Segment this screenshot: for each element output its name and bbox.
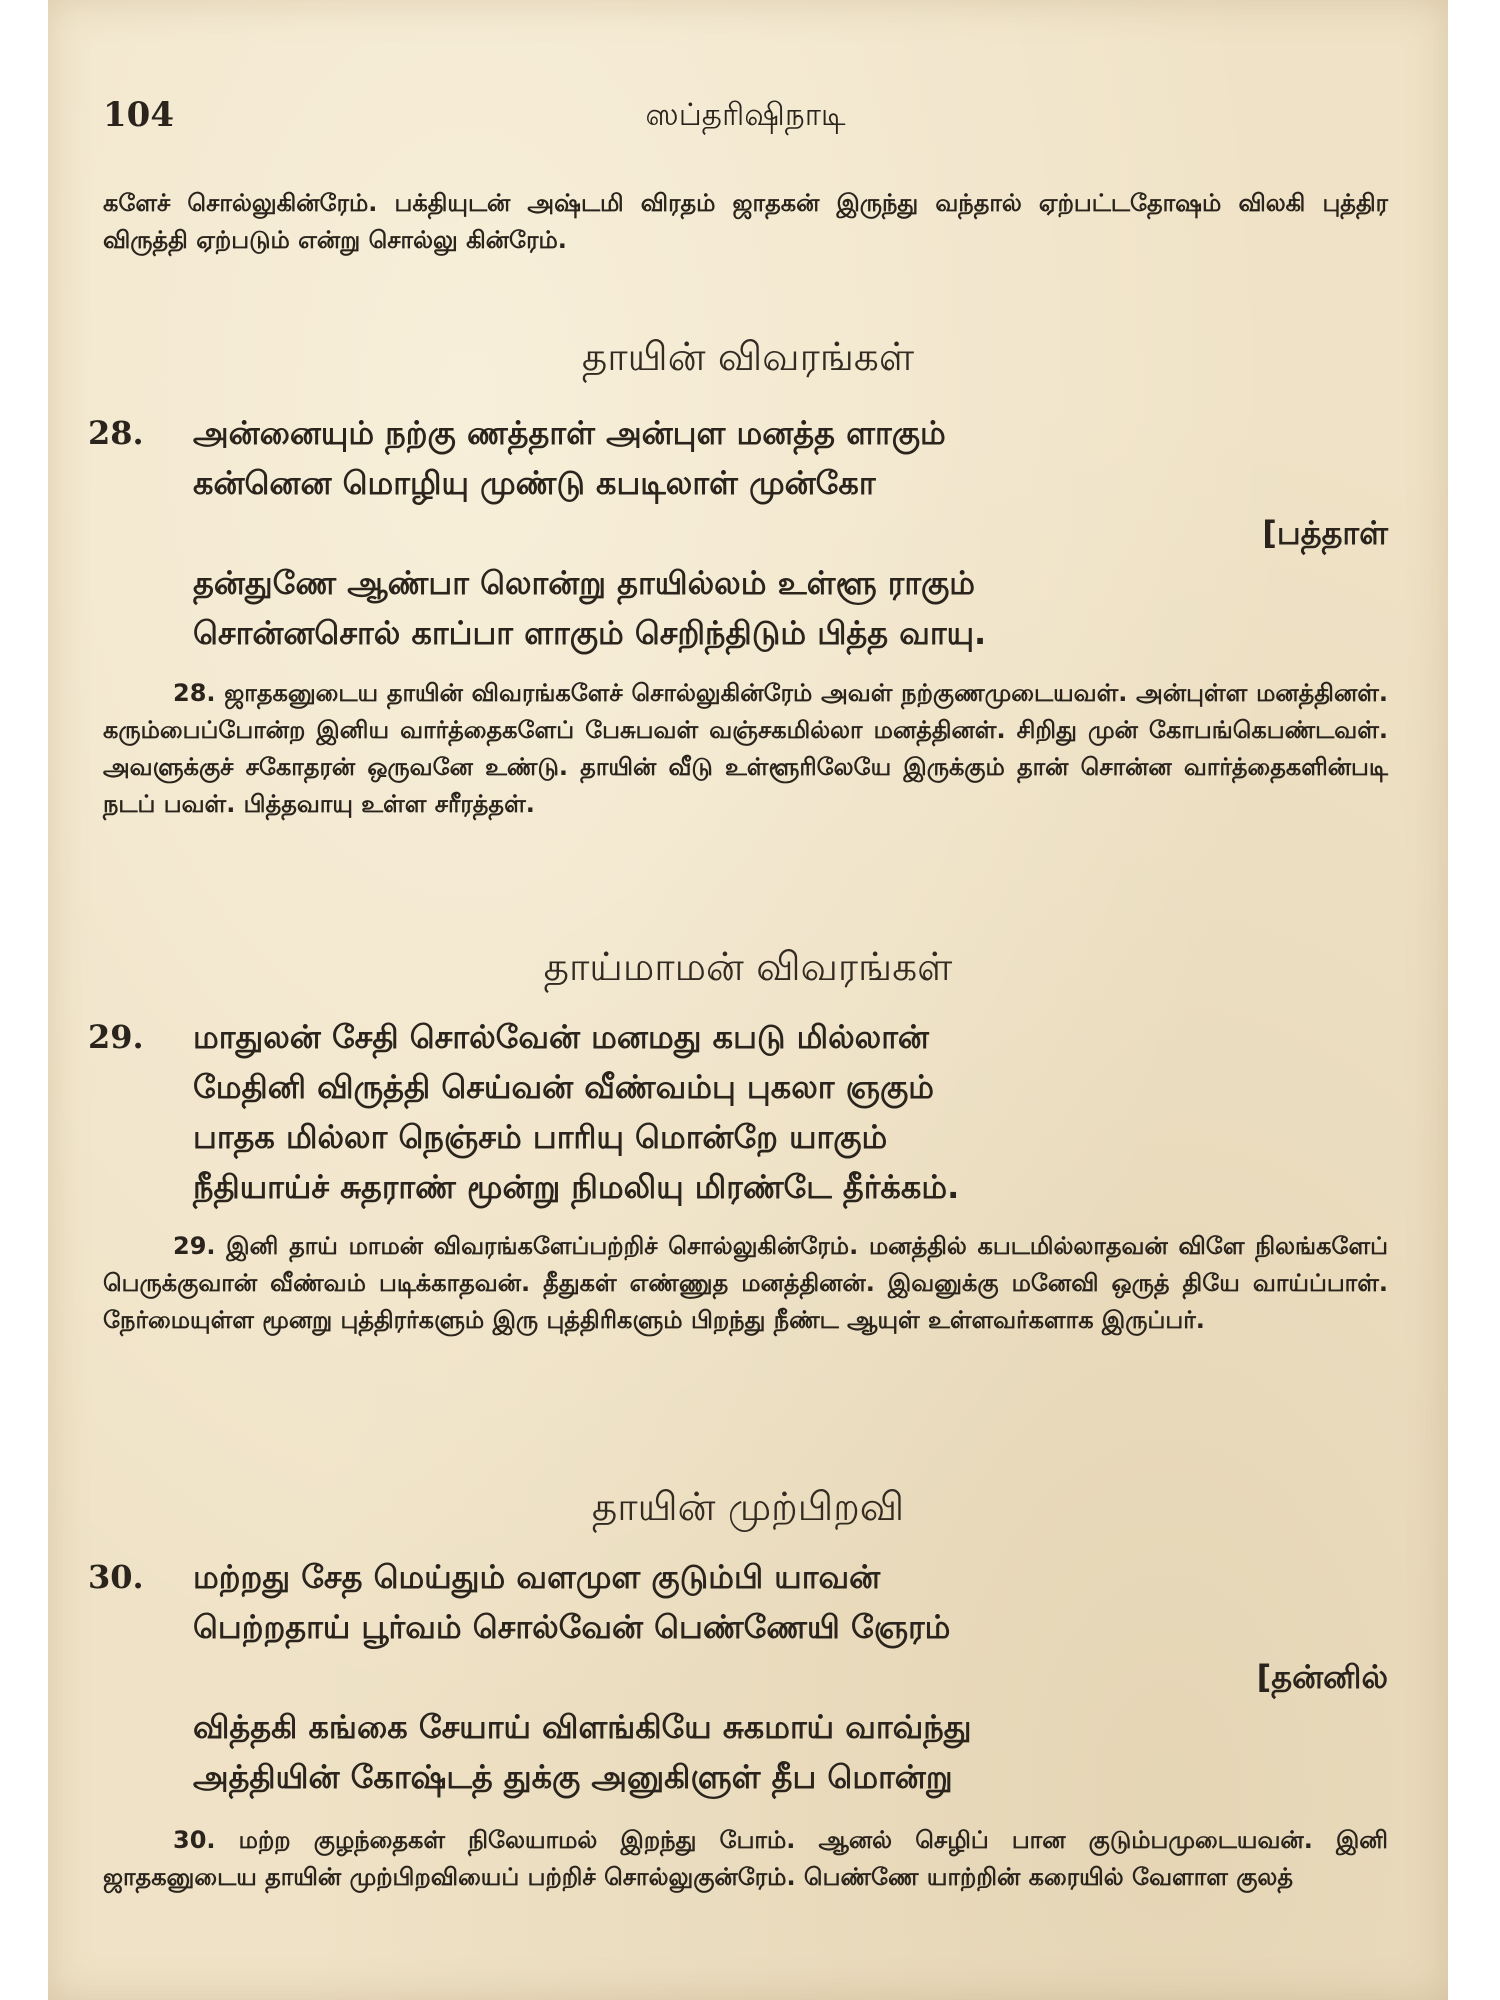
verse-line: மற்றது சேத மெய்தும் வளமுள குடும்பி யாவன் — [193, 1558, 881, 1596]
running-title: ஸப்தரிஷிநாடி — [645, 97, 846, 133]
verse-line: பெற்றதாய் பூர்வம் சொல்வேன் பெண்ணேயி ஞேரம் — [193, 1608, 951, 1646]
section-heading-mother: தாயின் விவரங்கள் — [581, 335, 915, 380]
verse-line: கன்னென மொழியு முண்டு கபடிலாள் முன்கோ — [193, 464, 876, 502]
verse-30 — [88, 1552, 1388, 1802]
commentary-text: 29. இனி தாய் மாமன் விவரங்களேப்பற்றிச் சொல்லுகின்ரேம். மனத்தில் கபடமில்லாதவன் விளே நிலங்களேப் பெருக்குவான் வீண்வம் படிக்காதவன். தீதுகள் எண்ணுத மனத்தினன். இவனுக்கு மனேவி ஒருத் தியே வாய்ப்பாள். நேர்மையுள்ள மூனறு புத்திரர்களும் இரு புத்திரிகளும் பிறந்து நீண்ட ஆயுள் உள்ளவர்களாக இருப்பர். — [103, 1232, 1388, 1334]
verse-28 — [88, 408, 1388, 658]
commentary-28 — [103, 675, 1388, 823]
page-number: 104 — [103, 95, 174, 135]
verse-line: அன்னையும் நற்கு ணத்தாள் அன்புள மனத்த ளாகும் — [193, 414, 946, 452]
verse-line-continuation: [தன்னில் — [1256, 1658, 1388, 1696]
verse-line: மாதுலன் சேதி சொல்வேன் மனமது கபடு மில்லான் — [193, 1018, 929, 1056]
verse-line: நீதியாய்ச் சுதராண் மூன்று நிமலியு மிரண்டே தீர்க்கம். — [193, 1168, 960, 1206]
verse-number: 28. — [88, 414, 144, 452]
verse-line: வித்தகி கங்கை சேயாய் விளங்கியே சுகமாய் வாவ்ந்து — [193, 1708, 972, 1746]
verse-line: பாதக மில்லா நெஞ்சம் பாரியு மொன்றே யாகும் — [193, 1118, 888, 1156]
verse-number: 29. — [88, 1018, 144, 1056]
commentary-text: 30. மற்ற குழந்தைகள் நிலேயாமல் இறந்து போம். ஆனல் செழிப் பான குடும்பமுடையவன். இனி ஜாதகனுடைய தாயின் முற்பிறவியைப் பற்றிச் சொல்லுகுன்ரேம். பெண்ணே யாற்றின் கரையில் வேளாள குலத் — [103, 1826, 1388, 1891]
intro-text: களேச் சொல்லுகின்ரேம். பக்தியுடன் அஷ்டமி விரதம் ஜாதகன் இருந்து வந்தால் ஏற்பட்டதோஷம் விலகி புத்திர விருத்தி ஏற்படும் என்று சொல்லு கின்ரேம். — [103, 189, 1389, 254]
page-header — [103, 95, 1388, 145]
section-heading-mother-previous-birth: தாயின் முற்பிறவி — [591, 1485, 905, 1530]
section-heading-maternal-uncle: தாய்மாமன் விவரங்கள் — [543, 945, 953, 990]
book-page — [48, 0, 1448, 2000]
commentary-29 — [103, 1228, 1388, 1339]
verse-line-continuation: [பத்தாள் — [1262, 514, 1388, 552]
verse-number: 30. — [88, 1558, 144, 1596]
verse-line: அத்தியின் கோஷ்டத் துக்கு அனுகிளுள் தீப மொன்று — [193, 1758, 953, 1796]
commentary-30 — [103, 1822, 1388, 1896]
intro-paragraph — [103, 185, 1388, 259]
verse-line: தன்துணே ஆண்பா லொன்று தாயில்லம் உள்ளூ ராகும் — [193, 564, 976, 602]
verse-29 — [88, 1012, 1388, 1212]
commentary-text: 28. ஜாதகனுடைய தாயின் விவரங்களேச் சொல்லுகின்ரேம் அவள் நற்குணமுடையவள். அன்புள்ள மனத்தினள். கரும்பைப்போன்ற இனிய வார்த்தைகளேப் பேசுபவள் வஞ்சகமில்லா மனத்தினள். சிறிது முன் கோபங்கெபண்டவள். அவளுக்குச் சகோதரன் ஒருவனே உண்டு. தாயின் வீடு உள்ளூரிலேயே இருக்கும் தான் சொன்ன வார்த்தைகளின்படி நடப் பவள். பித்தவாயு உள்ள சரீரத்தள். — [103, 679, 1388, 818]
verse-line: மேதினி விருத்தி செய்வன் வீண்வம்பு புகலா ஞகும் — [193, 1068, 934, 1106]
verse-line: சொன்னசொல் காப்பா ளாகும் செறிந்திடும் பித்த வாயு. — [193, 614, 987, 652]
